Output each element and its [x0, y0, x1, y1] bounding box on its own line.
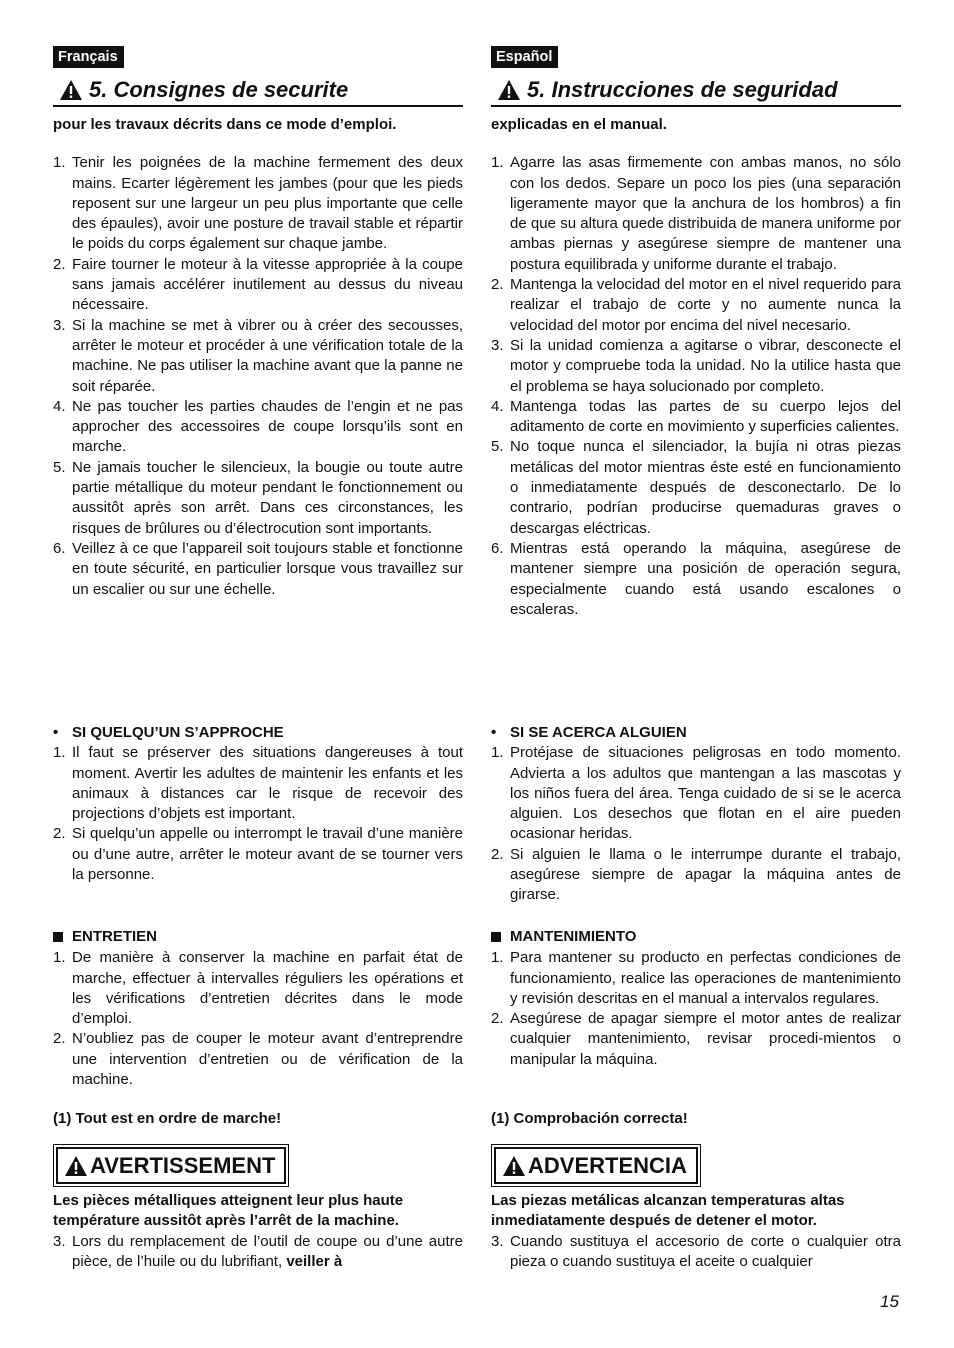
- warning-triangle-icon: [59, 79, 83, 101]
- square-bullet-icon: [53, 932, 63, 942]
- section-title-text: 5. Consignes de securite: [89, 77, 349, 102]
- list-item: 4. Ne pas toucher les parties chaudes de l’engin et ne pas approcher des accessoires de coupe lorsqu’ils sont en marche.: [53, 397, 463, 456]
- language-tag-french: Français: [53, 46, 124, 68]
- warning-box: [53, 1147, 286, 1184]
- maintenance-section: [53, 927, 463, 1090]
- list-item: 6. Mientras está operando la máquina, asegúrese de mantener siempre una posición de operación segura, especialmente cuando está usando escalones o escaleras.: [491, 539, 901, 618]
- warning-box: [491, 1147, 698, 1184]
- warning-section: [491, 1191, 901, 1272]
- page-number: 15: [880, 1292, 899, 1311]
- list-item: 3. Si la machine se met à vibrer ou à créer des secousses, arrêter le moteur et procéder à une vérification totale de la machine. Ne pas utiliser la machine avant que la panne ne soit réparée.: [53, 316, 463, 395]
- list-item: 1. De manière à conserver la machine en parfait état de marche, effectuer à intervalles réguliers les opérations et les vérifications d’entretien décrites dans le mode d’emploi.: [53, 949, 463, 1028]
- warning-text: Las piezas metálicas alcanzan temperaturas altas inmediatamente después de detener el motor.: [491, 1192, 845, 1230]
- list-item: 2. N’oubliez pas de couper le moteur avant d’entreprendre une intervention d’entretien ou de vérification de la machine.: [53, 1030, 463, 1089]
- list-item: 3. Si la unidad comienza a agitarse o vibrar, desconecte el motor y compruebe toda la unidad. No la utilice hasta que el problema se haya solucionado por completo.: [491, 336, 901, 395]
- approach-section: [491, 723, 901, 906]
- list-item: 1. Protéjase de situaciones peligrosas en todo momento. Advierta a los adultos que mantengan a las mascotas y los niños fuera del área. Tenga cuidado de si se le acerca alguien. Los desechos que flotan en el aire pueden ocasionar heridas.: [491, 744, 901, 843]
- safety-list: [53, 153, 463, 600]
- list-item: 1. Para mantener su producto en perfectas condiciones de funcionamiento, realice las operaciones de mantenimiento y revisión descritas en el manual a intervalos regulares.: [491, 949, 901, 1007]
- approach-section: [53, 723, 463, 885]
- warning-triangle-icon: [64, 1155, 88, 1177]
- warning-triangle-icon: [502, 1155, 526, 1177]
- maintenance-heading: MANTENIMIENTO: [491, 927, 901, 948]
- list-item: 6. Veillez à ce que l’appareil soit toujours stable et fonctionne en toute sécurité, en particulier lorsque vous travaillez sur un escalier ou sur une échelle.: [53, 539, 463, 598]
- list-item: 1. Il faut se préserver des situations dangereuses à tout moment. Avertir les adultes de maintenir les enfants et les animaux à distances car le risque de recevoir des projections d’objets est important.: [53, 744, 463, 823]
- safety-list: [491, 153, 901, 620]
- french-column: [53, 46, 463, 1270]
- list-item: 2. Mantenga la velocidad del motor en el nivel requerido para realizar el trabajo de corte y no aumente nunca la velocidad del motor por encima del nivel necesario.: [491, 276, 901, 334]
- list-item: 2. Si alguien le llama o le interrumpe durante el trabajo, asegúrese siempre de apagar la máquina antes de girarse.: [491, 845, 901, 904]
- list-item: 3. Lors du remplacement de l’outil de coupe ou d’une autre pièce, de l’huile ou du lubrifiant, veiller à: [53, 1232, 463, 1270]
- intro-text: pour les travaux décrits dans ce mode d’emploi.: [53, 116, 397, 133]
- maintenance-heading: ENTRETIEN: [53, 927, 463, 948]
- list-item: 3. Cuando sustituya el accesorio de corte o cualquier otra pieza o cuando sustituya el aceite o cualquier: [491, 1232, 901, 1270]
- spanish-column: [491, 46, 901, 1270]
- check-text: (1) Tout est en ordre de marche!: [53, 1110, 282, 1127]
- warning-text: Les pièces métalliques atteignent leur plus haute température aussitôt après l’arrêt de la machine.: [53, 1192, 404, 1230]
- list-item: 2. Si quelqu’un appelle ou interrompt le travail d’une manière ou d’une autre, arrêter le moteur avant de se tourner vers la personne.: [53, 825, 463, 884]
- check-text: (1) Comprobación correcta!: [491, 1110, 688, 1127]
- list-item: 2. Faire tourner le moteur à la vitesse appropriée à la coupe sans jamais accélérer inutilement au dessus du niveau nécessaire.: [53, 255, 463, 314]
- approach-heading: • SI SE ACERCA ALGUIEN: [491, 724, 687, 741]
- list-item: 5. No toque nunca el silenciador, la bujía ni otras piezas metálicas del motor mientras éste esté en funcionamiento o inmediatamente después de desconectarlo. De lo contrario, podrían producirse quemaduras graves o descargas eléctricas.: [491, 438, 901, 537]
- warning-label: AVERTISSEMENT: [90, 1152, 276, 1178]
- list-item: 1. Agarre las asas firmemente con ambas manos, no sólo con los dedos. Separe un poco los pies (una separación ligeramente mayor que la anchura de los hombros) a fin de que su altura quede distribuida de manera uniforme por ambas piernas y asegúrese siempre de mantener una postura equilibrada y uniforme durante el trabajo.: [491, 154, 901, 273]
- warning-section: [53, 1191, 463, 1272]
- list-item: 4. Mantenga todas las partes de su cuerpo lejos del aditamento de corte en movimiento y superficies calientes.: [491, 397, 901, 436]
- warning-triangle-icon: [497, 79, 521, 101]
- list-item: 1. Tenir les poignées de la machine fermement des deux mains. Ecarter légèrement les jambes (pour que les pieds reposent sur une largeur un peu plus importante que celle des épaules), avoir une posture de travail stable et répartir le poids du corps également sur chaque jambe.: [53, 154, 463, 253]
- language-tag-spanish: Español: [491, 46, 558, 68]
- intro-text: explicadas en el manual.: [491, 116, 667, 133]
- section-title-spanish: [491, 75, 901, 107]
- square-bullet-icon: [491, 932, 501, 942]
- section-title-text: 5. Instrucciones de seguridad: [527, 77, 838, 102]
- approach-heading: • SI QUELQU’UN S’APPROCHE: [53, 724, 284, 741]
- section-title-french: [53, 75, 463, 107]
- warning-label: ADVERTENCIA: [528, 1152, 687, 1178]
- list-item: 5. Ne jamais toucher le silencieux, la bougie ou toute autre partie métallique du moteur pendant le fonctionnement ou aussitôt après son arrêt. Dans ces circonstances, les risques de brûlures ou d’électrocution sont importants.: [53, 458, 463, 537]
- list-item: 2. Asegúrese de apagar siempre el motor antes de realizar cualquier mantenimiento, revisar procedi-mientos o manipular la máquina.: [491, 1010, 901, 1068]
- maintenance-section: [491, 927, 901, 1070]
